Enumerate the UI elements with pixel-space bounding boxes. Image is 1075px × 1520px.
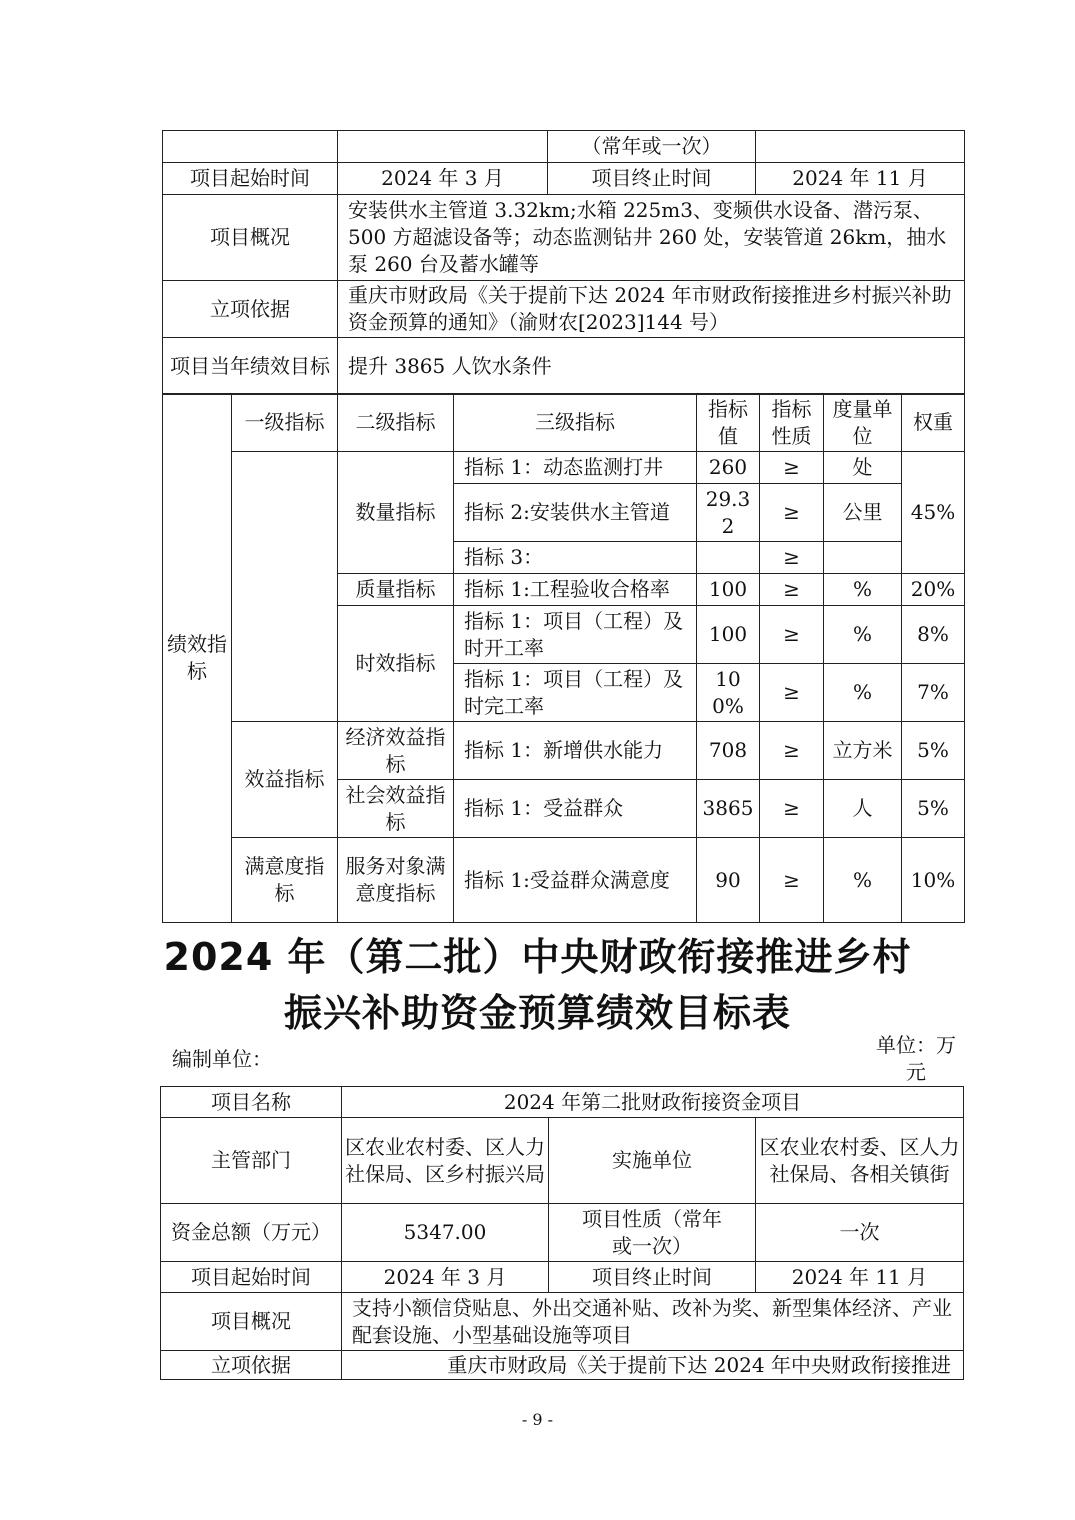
perf-indicator-label: 绩效指标 xyxy=(163,394,232,923)
impl-value: 区农业农村委、区人力社保局、各相关镇街 xyxy=(756,1118,964,1204)
end-time-value: 2024 年 11 月 xyxy=(756,1262,964,1293)
overview-text: 安装供水主管道 3.32km;水箱 225m3、变频供水设备、潜污泵、500 方超滤设备等；动态监测钻井 260 处，安装管道 26km，抽水泵 260 台及蓄水罐等 xyxy=(338,195,965,281)
start-time-label: 项目起始时间 xyxy=(163,163,338,195)
header-value: 指标值 xyxy=(697,394,760,452)
indicator-name: 指标 1:受益群众满意度 xyxy=(454,838,697,923)
end-time-label: 项目终止时间 xyxy=(549,1262,756,1293)
indicator-unit: 立方米 xyxy=(824,722,902,780)
header-level3: 三级指标 xyxy=(454,394,697,452)
indicator-nature: ≥ xyxy=(760,664,824,722)
indicator-name: 指标 3： xyxy=(454,542,697,574)
indicator-nature: ≥ xyxy=(760,780,824,838)
indicator-value: 3865 xyxy=(697,780,760,838)
indicator-unit: % xyxy=(824,664,902,722)
indicator-nature: ≥ xyxy=(760,542,824,574)
indicator-nature: ≥ xyxy=(760,722,824,780)
indicator-weight: 45% xyxy=(902,452,965,574)
end-time-label: 项目终止时间 xyxy=(548,163,756,195)
indicator-weight: 20% xyxy=(902,574,965,606)
indicator-nature: ≥ xyxy=(760,452,824,484)
basis-label: 立项依据 xyxy=(163,281,338,338)
end-time-value: 2024 年 11 月 xyxy=(756,163,965,195)
indicator-nature: ≥ xyxy=(760,574,824,606)
document-title-line1: 2024 年（第二批）中央财政衔接推进乡村 xyxy=(163,935,912,979)
indicator-unit: % xyxy=(824,606,902,664)
indicator-weight: 7% xyxy=(902,664,965,722)
indicator-nature: ≥ xyxy=(760,838,824,923)
indicator-value: 90 xyxy=(697,838,760,923)
header-level1: 一级指标 xyxy=(232,394,338,452)
indicator-weight: 5% xyxy=(902,780,965,838)
page-number: - 9 - xyxy=(521,1410,554,1429)
nature-value: 一次 xyxy=(756,1204,964,1262)
project-name-label: 项目名称 xyxy=(161,1087,342,1118)
quantity-indicator: 数量指标 xyxy=(338,452,454,574)
indicator-name: 指标 1：项目（工程）及时完工率 xyxy=(454,664,697,722)
indicator-value xyxy=(697,542,760,574)
indicator-name: 指标 1：动态监测打井 xyxy=(454,452,697,484)
nature-label: 项目性质（常年或一次） xyxy=(549,1204,756,1262)
output-indicator-cell xyxy=(232,452,338,722)
fund-label: 资金总额（万元） xyxy=(161,1204,342,1262)
dept-value: 区农业农村委、区人力社保局、区乡村振兴局 xyxy=(342,1118,549,1204)
header-unit: 度量单位 xyxy=(824,394,902,452)
goal-label: 项目当年绩效目标 xyxy=(163,338,338,395)
header-nature: 指标性质 xyxy=(760,394,824,452)
start-time-value: 2024 年 3 月 xyxy=(342,1262,549,1293)
indicator-unit: % xyxy=(824,838,902,923)
cell-empty xyxy=(338,131,548,163)
org-label: 编制单位： xyxy=(172,1047,272,1071)
overview-text: 支持小额信贷贴息、外出交通补贴、改补为奖、新型集体经济、产业配套设施、小型基础设施等项目 xyxy=(342,1293,964,1351)
start-time-value: 2024 年 3 月 xyxy=(338,163,548,195)
impl-label: 实施单位 xyxy=(549,1118,756,1204)
project-info-table-bottom xyxy=(160,1086,964,1380)
indicator-value: 100 xyxy=(697,574,760,606)
unit-label: 单位：万元 xyxy=(876,1033,956,1084)
header-weight: 权重 xyxy=(902,394,965,452)
indicator-nature: ≥ xyxy=(760,484,824,542)
fund-value: 5347.00 xyxy=(342,1204,549,1262)
basis-label: 立项依据 xyxy=(161,1351,342,1380)
project-name-value: 2024 年第二批财政衔接资金项目 xyxy=(342,1087,964,1118)
indicator-unit: 人 xyxy=(824,780,902,838)
indicator-weight: 10% xyxy=(902,838,965,923)
indicator-unit: 处 xyxy=(824,452,902,484)
project-info-table-top xyxy=(162,130,965,395)
indicators-table xyxy=(162,393,965,923)
indicator-value: 100% xyxy=(697,664,760,722)
indicator-nature: ≥ xyxy=(760,606,824,664)
indicator-unit: % xyxy=(824,574,902,606)
goal-text: 提升 3865 人饮水条件 xyxy=(338,338,965,395)
economic-indicator: 经济效益指标 xyxy=(338,722,454,780)
document-title-line2: 振兴补助资金预算绩效目标表 xyxy=(283,991,791,1035)
indicator-value: 29.32 xyxy=(697,484,760,542)
indicator-value: 260 xyxy=(697,452,760,484)
indicator-unit: 公里 xyxy=(824,484,902,542)
benefit-indicator: 效益指标 xyxy=(232,722,338,838)
indicator-unit xyxy=(824,542,902,574)
social-indicator: 社会效益指标 xyxy=(338,780,454,838)
overview-label: 项目概况 xyxy=(163,195,338,281)
cell-empty xyxy=(756,131,965,163)
indicator-weight: 5% xyxy=(902,722,965,780)
indicator-name: 指标 1：新增供水能力 xyxy=(454,722,697,780)
nature-label-tail: （常年或一次） xyxy=(548,131,756,163)
indicator-value: 100 xyxy=(697,606,760,664)
start-time-label: 项目起始时间 xyxy=(161,1262,342,1293)
indicator-name: 指标 2:安装供水主管道 xyxy=(454,484,697,542)
indicator-weight: 8% xyxy=(902,606,965,664)
overview-label: 项目概况 xyxy=(161,1293,342,1351)
cell-empty xyxy=(163,131,338,163)
indicator-name: 指标 1：项目（工程）及时开工率 xyxy=(454,606,697,664)
satisfaction-indicator: 满意度指标 xyxy=(232,838,338,923)
indicator-name: 指标 1:工程验收合格率 xyxy=(454,574,697,606)
basis-text: 重庆市财政局《关于提前下达 2024 年市财政衔接推进乡村振兴补助资金预算的通知》（渝财农[2023]144 号） xyxy=(338,281,965,338)
header-level2: 二级指标 xyxy=(338,394,454,452)
basis-text: 重庆市财政局《关于提前下达 2024 年中央财政衔接推进 xyxy=(342,1351,964,1380)
indicator-name: 指标 1：受益群众 xyxy=(454,780,697,838)
quality-indicator: 质量指标 xyxy=(338,574,454,606)
indicator-value: 708 xyxy=(697,722,760,780)
service-satisfaction-indicator: 服务对象满意度指标 xyxy=(338,838,454,923)
dept-label: 主管部门 xyxy=(161,1118,342,1204)
timeliness-indicator: 时效指标 xyxy=(338,606,454,722)
